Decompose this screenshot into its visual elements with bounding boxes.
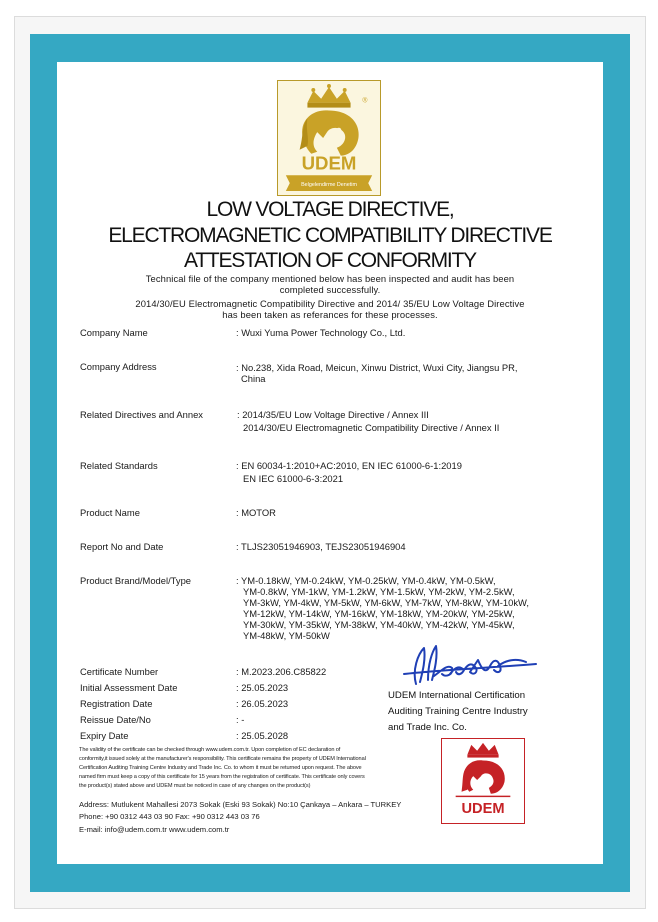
expiry-date-value: : 25.05.2028 (236, 730, 289, 741)
product-brand-line-6: YM-48kW, YM-50kW (243, 630, 330, 641)
reissue-label: Reissue Date/No (80, 714, 151, 725)
intro-line-3: 2014/30/EU Electromagnetic Compatibility Directive and 2014/ 35/EU Low Voltage Directive (135, 298, 525, 309)
product-brand-line-1: : YM-0.18kW, YM-0.24kW, YM-0.25kW, YM-0.4kW, YM-0.5kW, (236, 575, 496, 586)
issuer-line-3: and Trade Inc. Co. (388, 722, 467, 733)
udem-logo-bottom (441, 738, 525, 824)
udem-logo-text: UDEM (301, 152, 357, 174)
lion-crown-logo-icon (442, 739, 524, 823)
related-standards-label: Related Standards (80, 460, 158, 471)
udem-logo-top (277, 80, 381, 196)
related-directives-value-1: : 2014/35/EU Low Voltage Directive / Annex III (237, 409, 429, 420)
registration-date-label: Registration Date (80, 698, 153, 709)
intro-line-2: completed successfully. (279, 284, 381, 295)
company-address-value-2: China (241, 373, 266, 384)
report-no-value: : TLJS23051946903, TEJS23051946904 (236, 541, 406, 552)
product-brand-line-4: YM-12kW, YM-14kW, YM-16kW, YM-18kW, YM-20kW, YM-25kW, (243, 608, 515, 619)
registration-date-value: : 26.05.2023 (236, 698, 289, 709)
contact-email: E-mail: info@udem.com.tr www.udem.com.tr (79, 825, 230, 834)
reissue-value: : - (236, 714, 245, 725)
svg-text:®: ® (362, 97, 368, 105)
svg-text:Belgelendirme Denetim: Belgelendirme Denetim (301, 182, 357, 189)
svg-text:UDEM: UDEM (461, 801, 505, 818)
product-brand-label: Product Brand/Model/Type (80, 575, 191, 586)
expiry-date-label: Expiry Date (80, 730, 129, 741)
product-name-value: : MOTOR (236, 507, 276, 518)
company-address-value-1: : No.238, Xida Road, Meicun, Xinwu District, Wuxi City, Jiangsu PR, (236, 362, 518, 373)
company-name-value: : Wuxi Yuma Power Technology Co., Ltd. (236, 327, 406, 338)
contact-phone: Phone: +90 0312 443 03 90 Fax: +90 0312 443 03 76 (79, 812, 260, 821)
initial-assessment-value: : 25.05.2023 (236, 682, 289, 693)
product-brand-line-5: YM-30kW, YM-35kW, YM-38kW, YM-40kW, YM-42kW, YM-45kW, (243, 619, 515, 630)
signature-icon (398, 640, 540, 690)
issuer-line-2: Auditing Training Centre Industry (388, 706, 528, 717)
title-line-1: LOW VOLTAGE DIRECTIVE, (206, 198, 454, 221)
company-name-label: Company Name (80, 327, 148, 338)
fine-print-line-5: the product(s) stated above and UDEM must be noticed in case of any changes on the product(s) (79, 783, 311, 789)
initial-assessment-label: Initial Assessment Date (80, 682, 178, 693)
intro-line-1: Technical file of the company mentioned below has been inspected and audit has been (145, 273, 515, 284)
fine-print-line-1: The validity of the certificate can be checked through www.udem.com.tr. Upon completion of EC declaration of (79, 747, 341, 753)
related-directives-label: Related Directives and Annex (80, 409, 203, 420)
lion-crown-logo-icon (278, 81, 380, 195)
related-standards-value-1: : EN 60034-1:2010+AC:2010, EN IEC 61000-6-1:2019 (236, 460, 462, 471)
title-line-2: ELECTROMAGNETIC COMPATIBILITY DIRECTIVE (108, 224, 552, 247)
company-address-label: Company Address (80, 361, 157, 372)
fine-print-line-3: Certification Auditing Training Centre Industry and Trade Inc. Co. to whom it must be returned upon request. The above (79, 765, 362, 771)
related-directives-value-2: 2014/30/EU Electromagnetic Compatibility Directive / Annex II (243, 422, 500, 433)
fine-print-line-2: conformity,it issued solely at the manufacturer's responsibility. This certificate remains the property of UDEM International (79, 756, 366, 762)
issuer-line-1: UDEM International Certification (388, 690, 526, 701)
fine-print-line-4: named firm must keep a copy of this certificate for 15 years from the registration of certificate. This certificate only covers (79, 774, 365, 780)
product-name-label: Product Name (80, 507, 140, 518)
related-standards-value-2: EN IEC 61000-6-3:2021 (243, 473, 344, 484)
certificate-number-label: Certificate Number (80, 666, 159, 677)
product-brand-line-3: YM-3kW, YM-4kW, YM-5kW, YM-6kW, YM-7kW, YM-8kW, YM-10kW, (243, 597, 529, 608)
contact-address: Address: Mutlukent Mahallesi 2073 Sokak (Eski 93 Sokak) No:10 Çankaya – Ankara – TURKEY (79, 800, 402, 809)
certificate-number-value: : M.2023.206.C85822 (236, 666, 327, 677)
product-brand-line-2: YM-0.8kW, YM-1kW, YM-1.2kW, YM-1.5kW, YM-2kW, YM-2.5kW, (243, 586, 515, 597)
title-line-3: ATTESTATION OF CONFORMITY (184, 249, 476, 272)
report-no-label: Report No and Date (80, 541, 164, 552)
intro-line-4: has been taken as referances for these processes. (222, 309, 438, 320)
